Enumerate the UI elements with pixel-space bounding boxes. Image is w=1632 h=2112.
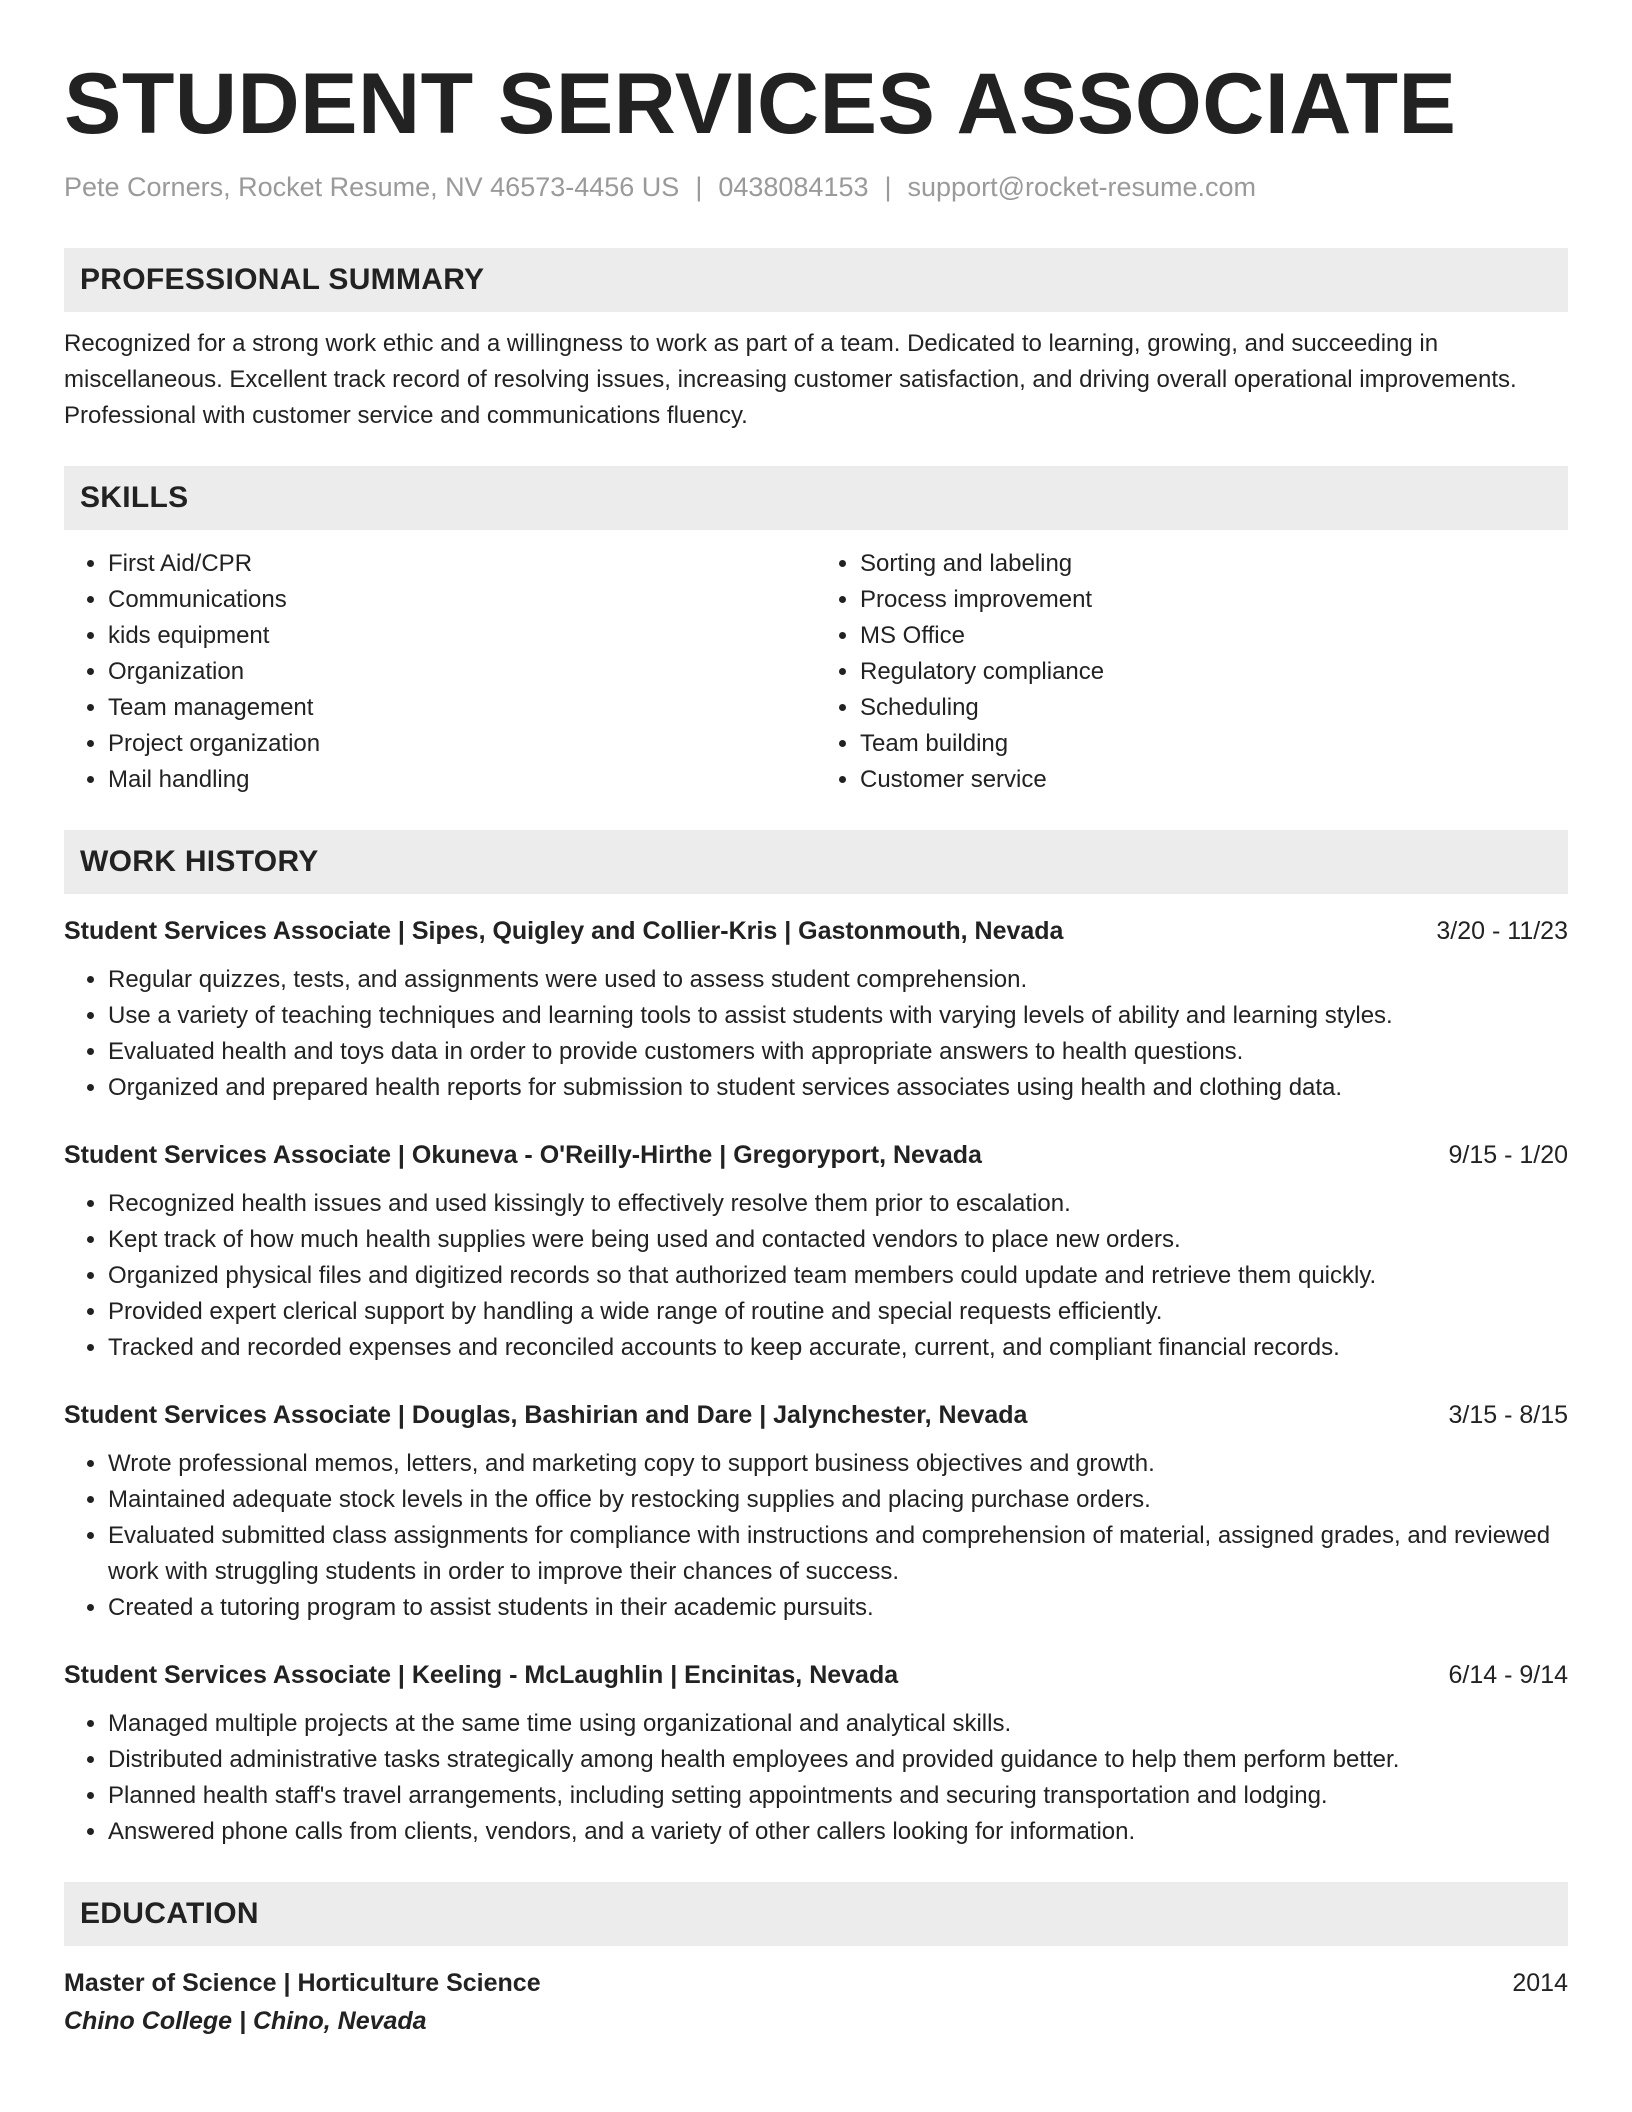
job-bullet: • Evaluated health and toys data in order to provide customers with appropriate answers to health questions.: [108, 1034, 1568, 1070]
skill-item: • Organization: [108, 654, 816, 690]
education-entry: [64, 1966, 1568, 2038]
job-entry: [64, 1138, 1568, 1366]
job-bullet: • Kept track of how much health supplies were being used and contacted vendors to place new orders.: [108, 1222, 1568, 1258]
job-bullet: • Answered phone calls from clients, vendors, and a variety of other callers looking for information.: [108, 1814, 1568, 1850]
skill-item: • First Aid/CPR: [108, 546, 816, 582]
skills-column-left: [64, 546, 816, 798]
resume-name-title: STUDENT SERVICES ASSOCIATE: [64, 56, 1457, 152]
section-header-summary: PROFESSIONAL SUMMARY: [64, 248, 1568, 312]
contact-address: Pete Corners, Rocket Resume, NV 46573-4456 US: [64, 172, 680, 202]
job-heading: Student Services Associate | Okuneva - O'Reilly-Hirthe | Gregoryport, Nevada: [64, 1141, 982, 1169]
job-bullet: • Organized and prepared health reports for submission to student services associates using health and clothing data.: [108, 1070, 1568, 1106]
skill-item: • Mail handling: [108, 762, 816, 798]
job-bullets: [64, 1706, 1568, 1850]
job-bullet: • Organized physical files and digitized records so that authorized team members could update and retrieve them quickly.: [108, 1258, 1568, 1294]
skill-item: • Sorting and labeling: [860, 546, 1568, 582]
job-dates: 6/14 - 9/14: [1448, 1661, 1568, 1689]
job-dates: 3/20 - 11/23: [1436, 917, 1568, 945]
job-bullets: [64, 1446, 1568, 1626]
job-heading-row: [64, 1398, 1568, 1432]
job-heading-row: [64, 914, 1568, 948]
job-heading: Student Services Associate | Sipes, Quigley and Collier-Kris | Gastonmouth, Nevada: [64, 917, 1064, 945]
job-heading: Student Services Associate | Douglas, Bashirian and Dare | Jalynchester, Nevada: [64, 1401, 1028, 1429]
skill-item: • MS Office: [860, 618, 1568, 654]
job-bullet: • Provided expert clerical support by handling a wide range of routine and special requests efficiently.: [108, 1294, 1568, 1330]
skill-item: • Team building: [860, 726, 1568, 762]
contact-email: support@rocket-resume.com: [907, 172, 1257, 202]
job-bullet: • Planned health staff's travel arrangements, including setting appointments and securing transportation and lodging.: [108, 1778, 1568, 1814]
skill-item: • Customer service: [860, 762, 1568, 798]
education-heading-row: [64, 1966, 1568, 2000]
skill-item: • Process improvement: [860, 582, 1568, 618]
job-bullet: • Tracked and recorded expenses and reconciled accounts to keep accurate, current, and compliant financial records.: [108, 1330, 1568, 1366]
job-bullets: [64, 1186, 1568, 1366]
skills-column-right: [816, 546, 1568, 798]
job-entry: [64, 1658, 1568, 1850]
summary-text: Recognized for a strong work ethic and a willingness to work as part of a team. Dedicated to learning, growing, and succeeding in miscellaneous. Excellent track record of resolving issues, increasing customer satisfaction, and driving overall operational improvements. Professional with customer service and communications fluency.: [64, 330, 1517, 429]
job-bullet: • Use a variety of teaching techniques and learning tools to assist students with varying levels of ability and learning styles.: [108, 998, 1568, 1034]
job-bullet: • Recognized health issues and used kissingly to effectively resolve them prior to escalation.: [108, 1186, 1568, 1222]
skill-item: • Scheduling: [860, 690, 1568, 726]
job-heading-row: [64, 1138, 1568, 1172]
skill-item: • kids equipment: [108, 618, 816, 654]
education-year: 2014: [1512, 1969, 1568, 1997]
job-bullet: • Wrote professional memos, letters, and marketing copy to support business objectives and growth.: [108, 1446, 1568, 1482]
skill-item: • Team management: [108, 690, 816, 726]
job-bullet: • Created a tutoring program to assist students in their academic pursuits.: [108, 1590, 1568, 1626]
job-entry: [64, 914, 1568, 1106]
contact-phone: 0438084153: [718, 172, 869, 202]
job-entry: [64, 1398, 1568, 1626]
section-header-work-history: WORK HISTORY: [64, 830, 1568, 894]
job-bullet: • Evaluated submitted class assignments for compliance with instructions and comprehension of material, assigned grades, and reviewed work with struggling students in order to improve their chances of success.: [108, 1518, 1568, 1590]
job-bullet: • Regular quizzes, tests, and assignments were used to assess student comprehension.: [108, 962, 1568, 998]
contact-separator: |: [884, 172, 892, 202]
job-bullet: • Distributed administrative tasks strategically among health employees and provided guidance to help them perform better.: [108, 1742, 1568, 1778]
job-dates: 3/15 - 8/15: [1448, 1401, 1568, 1429]
skills-list: [64, 546, 1568, 798]
job-heading: Student Services Associate | Keeling - McLaughlin | Encinitas, Nevada: [64, 1661, 899, 1689]
education-school: Chino College | Chino, Nevada: [64, 2007, 427, 2035]
education-degree: Master of Science | Horticulture Science: [64, 1969, 541, 1997]
section-header-education: EDUCATION: [64, 1882, 1568, 1946]
job-heading-row: [64, 1658, 1568, 1692]
skill-item: • Project organization: [108, 726, 816, 762]
job-bullets: [64, 962, 1568, 1106]
section-header-skills: SKILLS: [64, 466, 1568, 530]
job-dates: 9/15 - 1/20: [1448, 1141, 1568, 1169]
job-bullet: • Maintained adequate stock levels in the office by restocking supplies and placing purchase orders.: [108, 1482, 1568, 1518]
skill-item: • Communications: [108, 582, 816, 618]
job-bullet: • Managed multiple projects at the same time using organizational and analytical skills.: [108, 1706, 1568, 1742]
contact-separator: |: [695, 172, 703, 202]
skill-item: • Regulatory compliance: [860, 654, 1568, 690]
contact-line: [64, 170, 1568, 204]
